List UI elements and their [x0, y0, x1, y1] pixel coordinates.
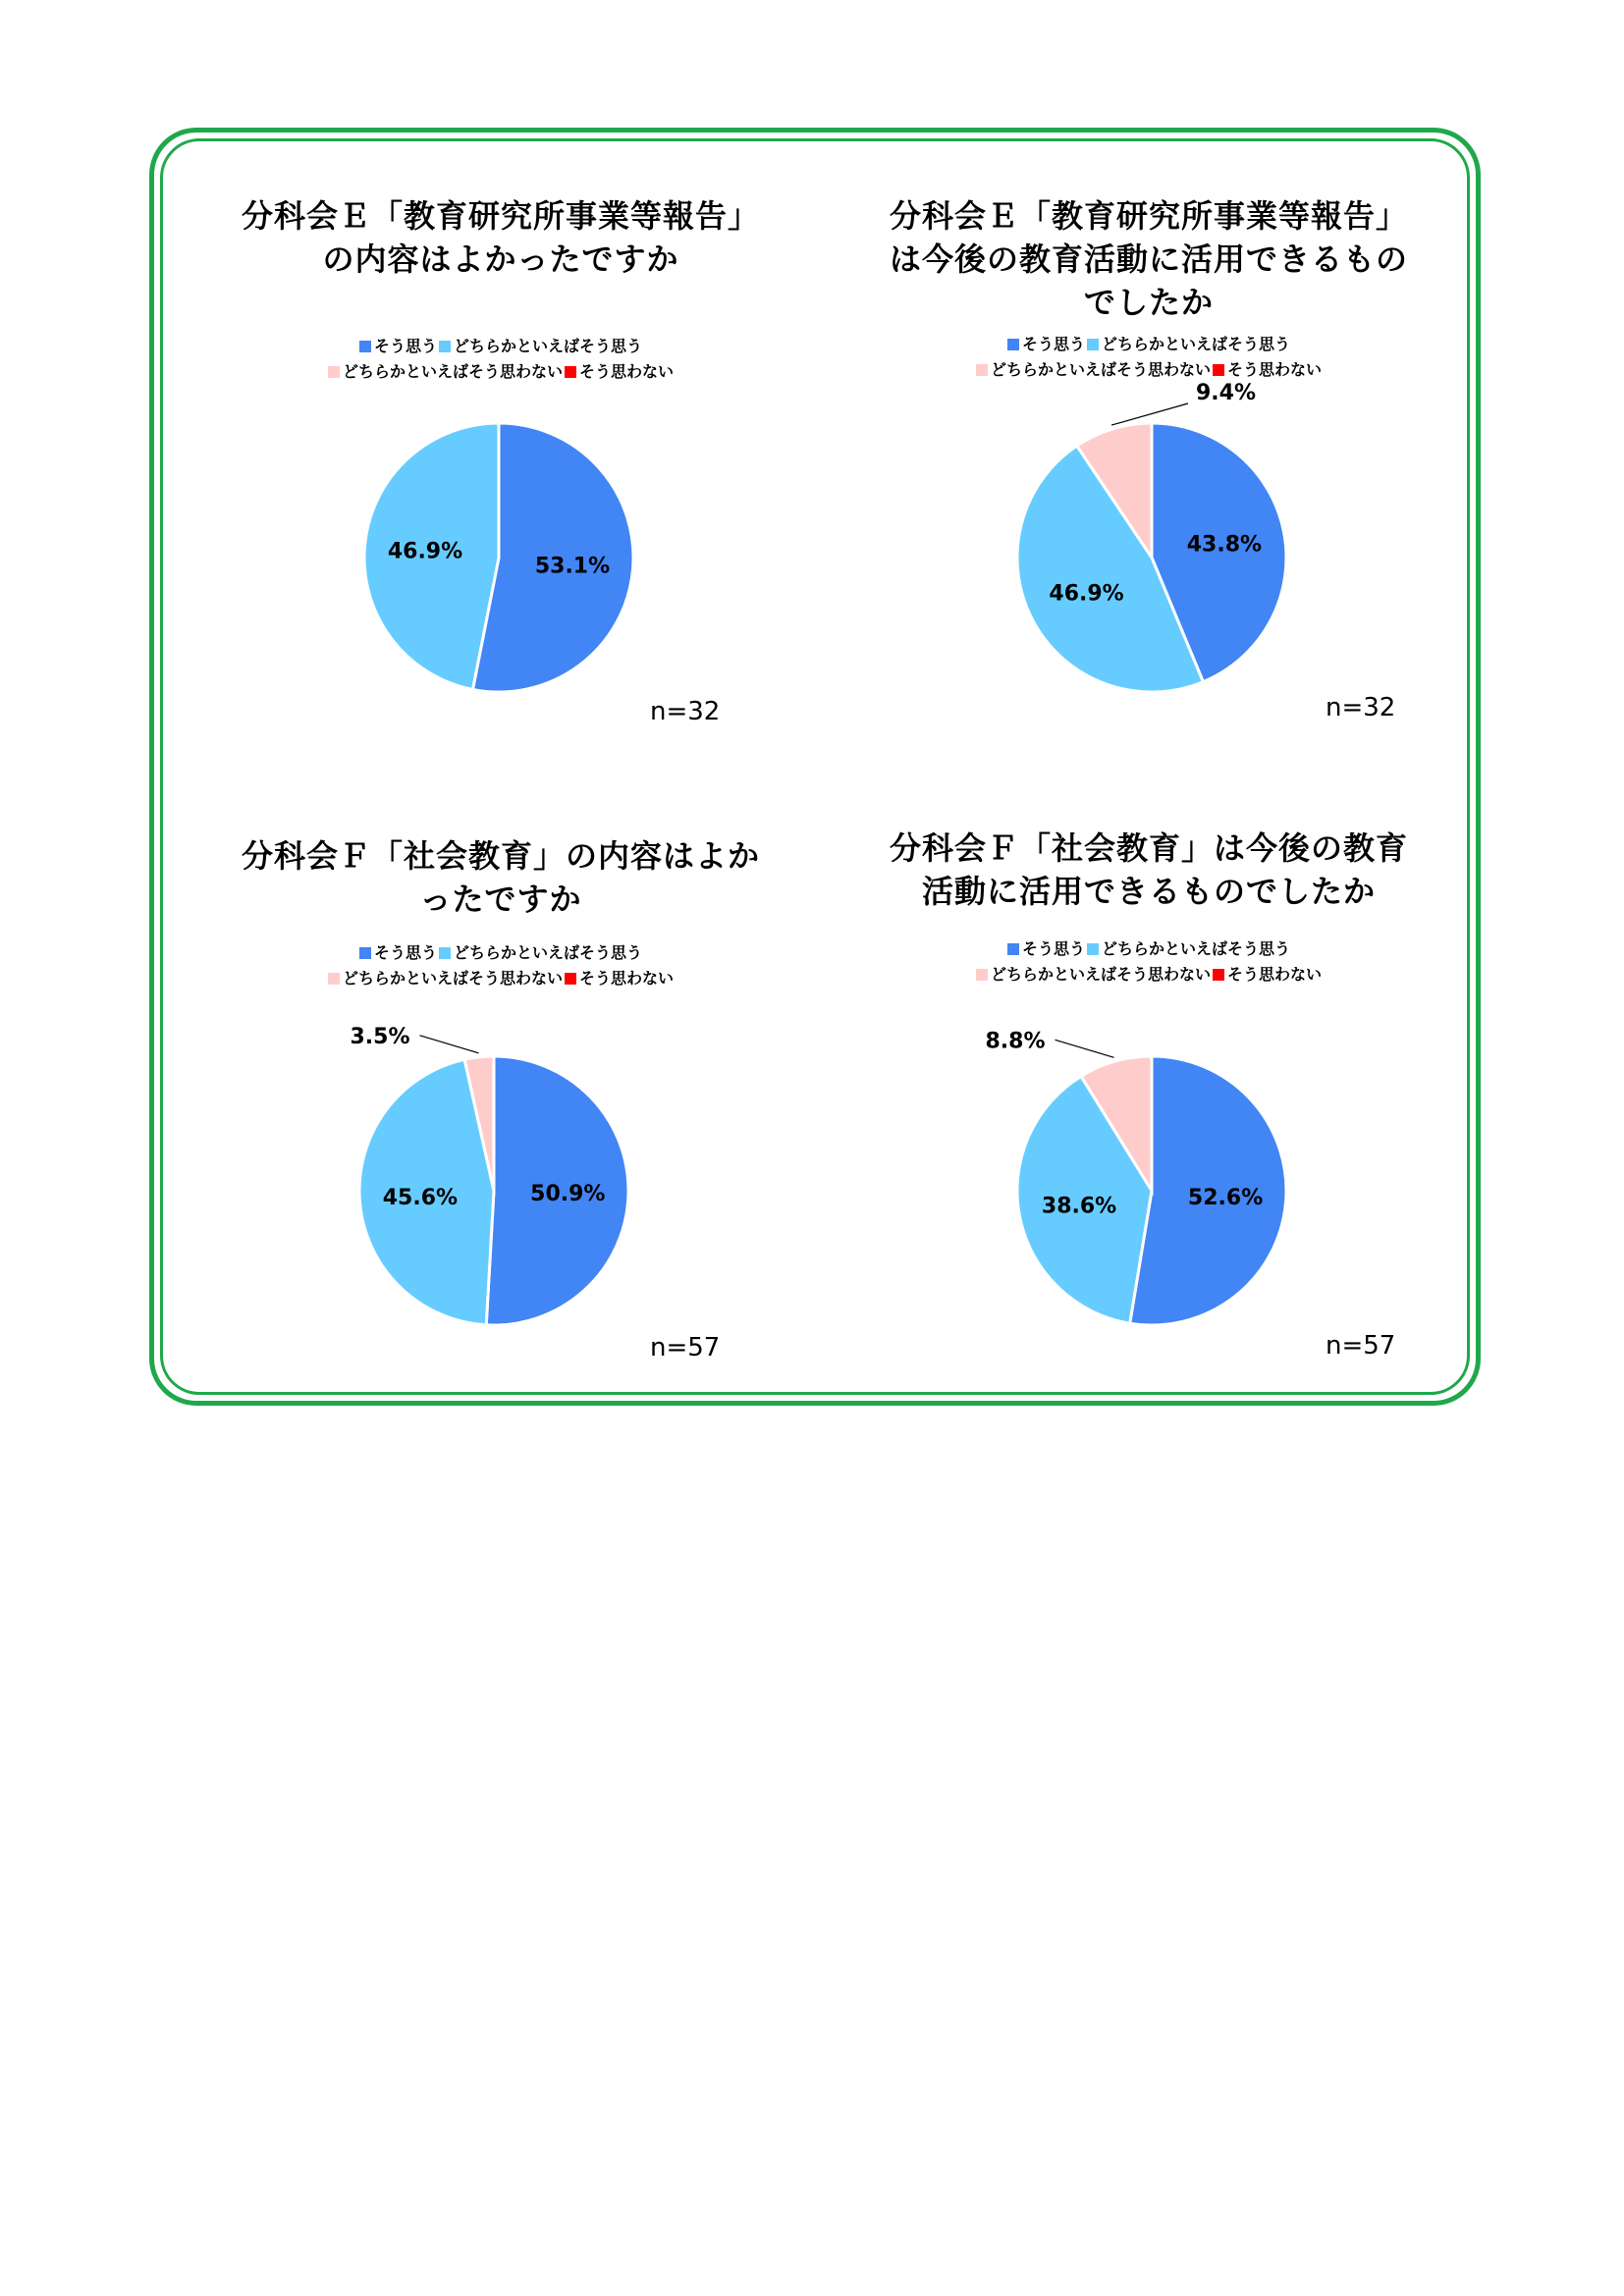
- pie-data-label: 9.4%: [1196, 381, 1257, 405]
- legend-label: どちらかといえばそう思わない: [990, 965, 1211, 984]
- pie-chart: [825, 187, 1473, 775]
- pie-data-label: 45.6%: [382, 1186, 459, 1211]
- pie-data-label: 3.5%: [350, 1024, 410, 1049]
- pie-chart: [177, 823, 825, 1412]
- chart-panel-f-usefulness: [825, 823, 1473, 1412]
- chart-title: 分科会Ｆ「社会教育」は今後の教育 活動に活用できるものでしたか: [889, 829, 1408, 910]
- sample-size-label: n=57: [650, 1333, 721, 1362]
- pie-data-label: 43.8%: [1186, 532, 1263, 558]
- pie-data-label: 52.6%: [1187, 1186, 1264, 1211]
- chart-title: 分科会Ｆ「社会教育」の内容はよか ったですか: [241, 837, 760, 918]
- chart-panel-f-content: [177, 823, 825, 1412]
- pie-leader-line: [1056, 1040, 1114, 1057]
- chart-title: 分科会Ｅ「教育研究所事業等報告」 は今後の教育活動に活用できるもの でしたか: [889, 197, 1408, 321]
- sample-size-label: n=32: [650, 697, 721, 726]
- legend-label: そう思わない: [1227, 965, 1323, 984]
- legend-label: どちらかといえばそう思わない: [990, 360, 1211, 379]
- chart-panel-e-usefulness: [825, 187, 1473, 775]
- legend-label: どちらかといえばそう思う: [454, 337, 643, 355]
- legend-label: そう思わない: [579, 969, 675, 988]
- legend-label: どちらかといえばそう思う: [1102, 335, 1291, 353]
- chart-title: 分科会Ｅ「教育研究所事業等報告」 の内容はよかったですか: [241, 197, 760, 278]
- pie-leader-line: [420, 1036, 479, 1053]
- legend-label: そう思う: [1021, 939, 1085, 958]
- pie-data-label: 8.8%: [985, 1029, 1046, 1054]
- pie-data-label: 50.9%: [530, 1182, 606, 1207]
- legend-label: そう思わない: [579, 362, 675, 381]
- pie-data-label: 53.1%: [534, 554, 611, 579]
- legend-label: どちらかといえばそう思う: [454, 943, 643, 962]
- legend-label: どちらかといえばそう思わない: [342, 362, 563, 381]
- sample-size-label: n=57: [1326, 1331, 1396, 1361]
- legend-label: そう思わない: [1227, 360, 1323, 379]
- pie-chart: [825, 823, 1473, 1412]
- pie-data-label: 46.9%: [1049, 581, 1124, 607]
- legend-label: どちらかといえばそう思う: [1102, 939, 1291, 958]
- legend-label: そう思う: [373, 337, 437, 355]
- legend-label: そう思う: [1021, 335, 1085, 353]
- pie-data-label: 46.9%: [387, 539, 463, 564]
- pie-chart: [177, 187, 825, 775]
- legend-label: そう思う: [373, 943, 437, 962]
- chart-panel-e-content: [177, 187, 825, 775]
- sample-size-label: n=32: [1326, 693, 1396, 722]
- legend-label: どちらかといえばそう思わない: [342, 969, 563, 988]
- pie-data-label: 38.6%: [1041, 1194, 1117, 1219]
